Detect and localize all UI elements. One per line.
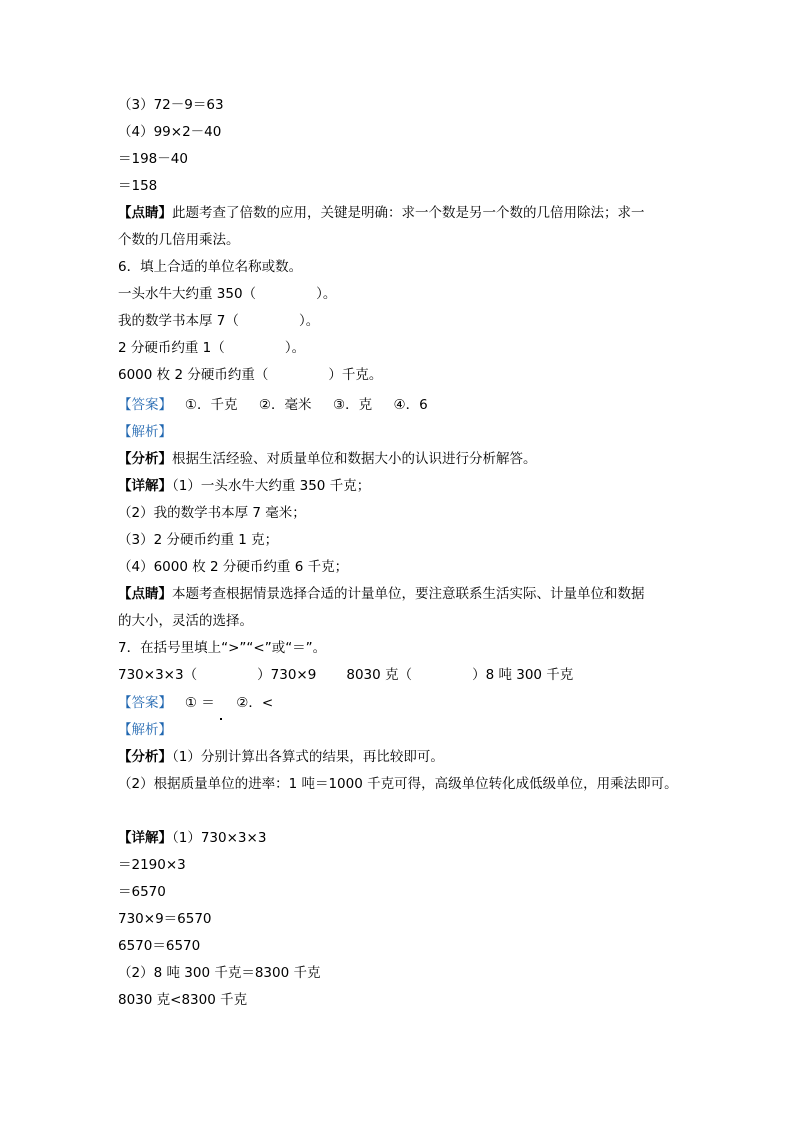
answer-label: 【答案】 [118,695,172,711]
q6-detail-1: 【详解】（1）一头水牛大约重 350 千克； [118,478,371,494]
prev-step-3: （3）72－9＝63 [118,97,224,113]
prev-step-4: （4）99×2－40 [118,124,222,140]
q6-item-2: 我的数学书本厚 7（ ）。 [118,313,320,329]
prev-step-5: ＝198－40 [118,151,188,167]
q6-detail-2: （2）我的数学书本厚 7 毫米； [118,505,306,521]
q6-comment: 【点睛】本题考查根据情景选择合适的计量单位，要注意联系生活实际、计量单位和数据 [118,586,645,602]
q7-detail-1: 【详解】（1）730×3×3 [118,830,267,846]
q6-comment-cont: 的大小，灵活的选择。 [118,613,253,629]
q7-problem: 730×3×3（ ）730×9 8030 克（ ）8 吨 300 千克 [118,667,574,683]
q7-jiexi-label: 【解析】 [118,722,172,738]
q6-answer: 【答案】 ①．千克 ②．毫米 ③．克 ④．6 [118,397,428,413]
q7-title: 7．在括号里填上“>”“<”或“＝”。 [118,640,327,656]
prev-step-6: ＝158 [118,178,158,194]
q7-detail-5: 6570＝6570 [118,938,201,954]
stray-dot [220,718,222,720]
q7-detail-6: （2）8 吨 300 千克＝8300 千克 [118,965,321,981]
q7-detail-2: ＝2190×3 [118,857,186,873]
q6-title: 6．填上合适的单位名称或数。 [118,259,303,275]
q6-detail-3: （3）2 分硬币约重 1 克； [118,532,279,548]
q7-detail-7: 8030 克<8300 千克 [118,992,248,1008]
comment-label: 【点睛】 [118,205,172,221]
prev-comment-cont: 个数的几倍用乘法。 [118,232,240,248]
q7-analysis-2: （2）根据质量单位的进率：1 吨＝1000 千克可得，高级单位转化成低级单位，用乘法即可。 [118,776,678,792]
q7-detail-3: ＝6570 [118,884,166,900]
q6-analysis: 【分析】根据生活经验、对质量单位和数据大小的认识进行分析解答。 [118,451,537,467]
prev-comment: 【点睛】此题考查了倍数的应用，关键是明确：求一个数是另一个数的几倍用除法；求一 [118,205,645,221]
q7-answer: 【答案】 ① ＝ ②．< [118,695,274,711]
q6-detail-4: （4）6000 枚 2 分硬币约重 6 千克； [118,559,349,575]
answer-label: 【答案】 [118,397,172,413]
q6-item-4: 6000 枚 2 分硬币约重（ ）千克。 [118,367,383,383]
q7-detail-4: 730×9＝6570 [118,911,212,927]
q6-item-1: 一头水牛大约重 350（ ）。 [118,286,337,302]
q6-item-3: 2 分硬币约重 1（ ）。 [118,340,306,356]
q7-analysis: 【分析】（1）分别计算出各算式的结果，再比较即可。 [118,749,444,765]
q6-jiexi-label: 【解析】 [118,424,172,440]
